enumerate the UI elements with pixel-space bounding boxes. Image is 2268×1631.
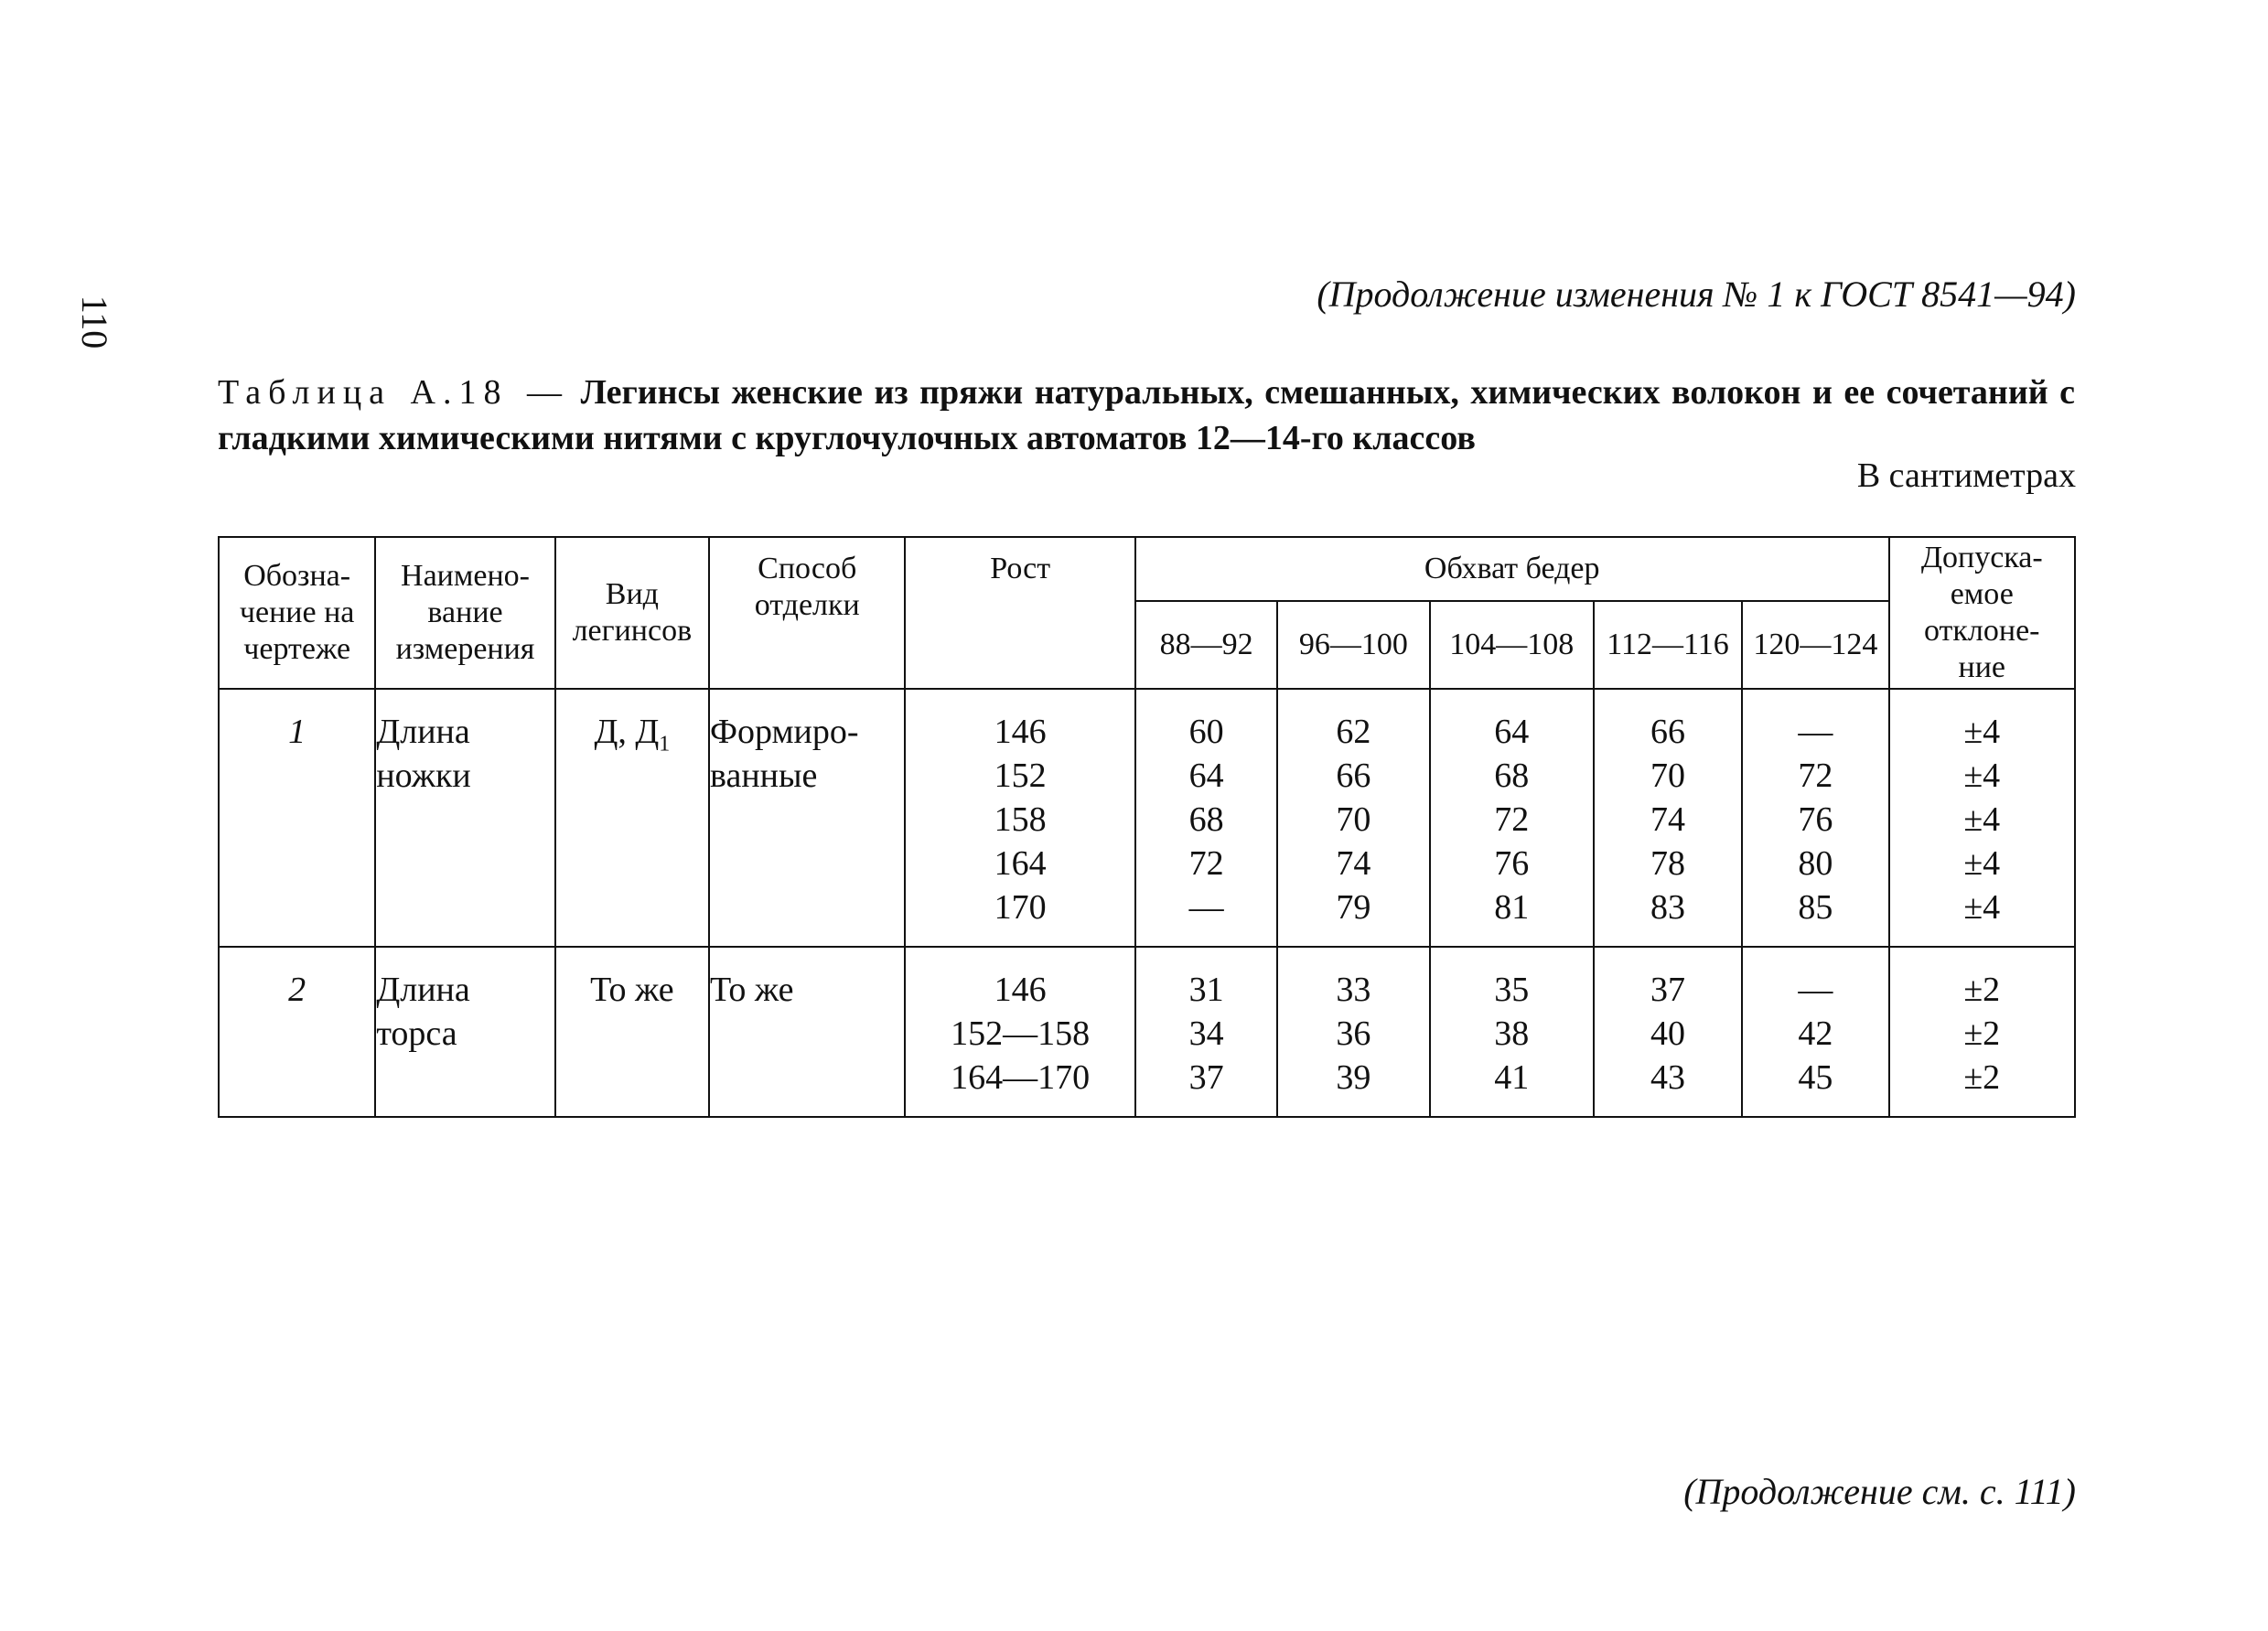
- table-row: [219, 947, 2075, 1117]
- header-height: Рост: [905, 537, 1134, 689]
- row-heights: 146 152 158 164 170: [905, 689, 1134, 947]
- row-values-104-108: 35 38 41: [1430, 947, 1594, 1117]
- row-type: Д, $Д_1$: [555, 689, 709, 947]
- row-measurement: Длина ножки: [375, 689, 554, 947]
- header-type: Вид легинсов: [555, 537, 709, 689]
- table-caption-prefix: Таблица А.18 —: [218, 373, 570, 412]
- units-note: В сантиметрах: [1856, 456, 2076, 495]
- header-tolerance: Допуска- емое отклоне- ние: [1889, 537, 2075, 689]
- row-tolerance: ±4 ±4 ±4 ±4 ±4: [1889, 689, 2075, 947]
- row-values-96-100: 62 66 70 74 79: [1277, 689, 1429, 947]
- row-tolerance: ±2 ±2 ±2: [1889, 947, 2075, 1117]
- header-hip-size: 88—92: [1135, 601, 1277, 689]
- footer-note: (Продолжение см. с. 111): [1683, 1471, 2076, 1512]
- header-hip-size: 104—108: [1430, 601, 1594, 689]
- row-designation: 1: [219, 689, 375, 947]
- header-note: (Продолжение изменения № 1 к ГОСТ 8541—94): [1317, 274, 2076, 315]
- header-designation: Обозна- чение на чертеже: [219, 537, 375, 689]
- table-caption-title: Легинсы женские из пряжи натуральных, смешанных, химических волокон и ее сочетаний с гладкими химическими нитями с круглочулочных автоматов 12—14-го классов: [218, 373, 2076, 457]
- row-values-112-116: 37 40 43: [1594, 947, 1742, 1117]
- table-row: [219, 689, 2075, 947]
- measurements-table: [218, 536, 2076, 1118]
- row-values-88-92: 31 34 37: [1135, 947, 1277, 1117]
- row-values-120-124: — 72 76 80 85: [1742, 689, 1888, 947]
- row-values-120-124: — 42 45: [1742, 947, 1888, 1117]
- row-finish: Формиро- ванные: [709, 689, 905, 947]
- row-type: То же: [555, 947, 709, 1117]
- row-values-112-116: 66 70 74 78 83: [1594, 689, 1742, 947]
- row-values-104-108: 64 68 72 76 81: [1430, 689, 1594, 947]
- row-measurement: Длина торса: [375, 947, 554, 1117]
- header-hip-group: Обхват бедер: [1135, 537, 1889, 601]
- header-measurement: Наимено- вание измерения: [375, 537, 554, 689]
- row-heights: 146 152—158 164—170: [905, 947, 1134, 1117]
- row-values-96-100: 33 36 39: [1277, 947, 1429, 1117]
- table-caption: [218, 370, 2075, 461]
- row-finish: То же: [709, 947, 905, 1117]
- header-hip-size: 120—124: [1742, 601, 1888, 689]
- row-designation: 2: [219, 947, 375, 1117]
- row-values-88-92: 60 64 68 72 —: [1135, 689, 1277, 947]
- header-hip-size: 96—100: [1277, 601, 1429, 689]
- header-hip-size: 112—116: [1594, 601, 1742, 689]
- header-finish: Способ отделки: [709, 537, 905, 689]
- page-number: 110: [74, 295, 115, 349]
